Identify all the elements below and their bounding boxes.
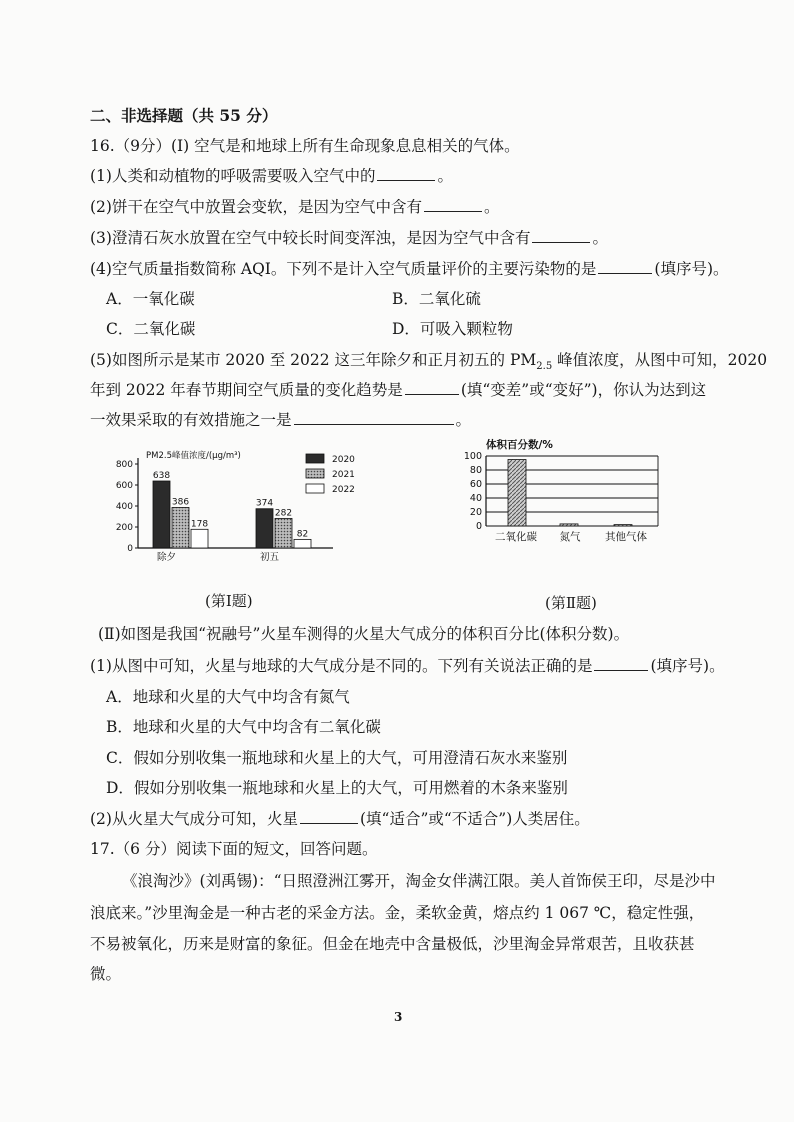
option-4a: A．一氧化碳 — [106, 290, 195, 308]
answer-blank[interactable] — [598, 259, 652, 274]
bar-2021-1 — [275, 518, 292, 548]
bar-2022-1 — [294, 539, 311, 548]
q16-part5-line3: 一效果采取的有效措施之一是 。 — [90, 411, 472, 429]
option-a: A．地球和火星的大气中均含有氮气 — [106, 688, 350, 706]
y-tick-label: 20 — [469, 507, 482, 518]
option-4c: C．二氧化碳 — [106, 320, 196, 338]
bar-2022-0 — [191, 529, 208, 548]
bar-2021-0 — [172, 507, 189, 548]
y-axis-label: PM2.5峰值浓度/(μg/m³) — [146, 451, 241, 461]
y-tick-label: 0 — [127, 544, 133, 554]
q16-part4: (4)空气质量指数简称 AQI。下列不是计入空气质量评价的主要污染物的是 (填序号)。 — [90, 260, 729, 278]
answer-blank[interactable] — [424, 197, 482, 212]
y-tick-label: 200 — [115, 523, 133, 533]
option-4d: D．可吸入颗粒物 — [392, 320, 513, 338]
option-4b: B．二氧化硫 — [392, 290, 481, 308]
bar-1 — [560, 524, 578, 526]
category-label: 除夕 — [157, 552, 177, 563]
q16-part1: (1)人类和动植物的呼吸需要吸入空气中的 。 — [90, 167, 453, 185]
y-tick-label: 600 — [115, 481, 133, 491]
y-tick-label: 80 — [469, 465, 482, 476]
q16-part2: (2)饼干在空气中放置会变软，是因为空气中含有 。 — [90, 198, 500, 216]
legend-swatch-2022 — [306, 484, 324, 493]
answer-blank[interactable] — [294, 410, 454, 425]
q16-partII-intro: (Ⅱ)如图是我国“祝融号”火星车测得的火星大气成分的体积百分比(体积分数)。 — [98, 625, 630, 643]
legend-swatch-2021 — [306, 469, 324, 478]
category-label: 二氧化碳 — [495, 531, 537, 543]
page-number: 3 — [394, 1010, 403, 1024]
bar-value-label: 374 — [255, 498, 274, 509]
y-tick-label: 100 — [463, 451, 482, 462]
category-label: 其他气体 — [605, 531, 647, 543]
answer-blank[interactable] — [377, 166, 435, 181]
q16-partII-q2: (2)从火星大气成分可知，火星 (填“适合”或“不适合”)人类居住。 — [90, 810, 590, 828]
q16-part5-line1: (5)如图所示是某市 2020 至 2022 这三年除夕和正月初五的 $PM_{2.5}$ 峰值浓度，从图中可知，2020 — [90, 351, 768, 373]
bar-0 — [508, 460, 526, 527]
mars-atmosphere-bar-chart — [452, 436, 672, 556]
bar-value-label: 638 — [152, 471, 171, 482]
q17-paragraph-line4: 微。 — [90, 965, 122, 983]
bar-2 — [614, 525, 632, 526]
y-tick-label: 40 — [469, 493, 482, 504]
q16-partII-q1: (1)从图中可知，火星与地球的大气成分是不同的。下列有关说法正确的是 (填序号)。 — [90, 657, 725, 675]
answer-blank[interactable] — [532, 228, 590, 243]
answer-blank[interactable] — [594, 656, 648, 671]
q17-paragraph-line3: 不易被氧化，历来是财富的象征。但金在地壳中含量极低，沙里淘金异常艰苦，且收获甚 — [90, 935, 695, 953]
q16-part5-line2: 年到 2022 年春节期间空气质量的变化趋势是 (填“变差”或“变好”)，你认为达到这 — [90, 381, 707, 399]
chart-title: 体积百分数/% — [486, 439, 553, 451]
category-label: 氮气 — [559, 531, 581, 543]
legend-label: 2020 — [332, 455, 355, 465]
bar-2020-1 — [256, 509, 273, 548]
option-d: D．假如分别收集一瓶地球和火星上的大气，可用燃着的木条来鉴别 — [106, 779, 568, 797]
answer-blank[interactable] — [405, 380, 459, 395]
y-tick-label: 0 — [475, 521, 482, 532]
category-label: 初五 — [260, 552, 280, 563]
legend-label: 2022 — [332, 485, 355, 495]
figure-caption-2: (第Ⅱ题) — [545, 594, 597, 612]
pm25-bar-chart — [112, 446, 372, 576]
legend-swatch-2020 — [306, 454, 324, 463]
bar-value-label: 386 — [171, 497, 190, 508]
q16-header: 16.（9分）(Ⅰ) 空气是和地球上所有生命现象息息相关的气体。 — [90, 137, 520, 155]
bar-value-label: 282 — [274, 508, 293, 519]
q17-header: 17.（6 分）阅读下面的短文，回答问题。 — [90, 840, 378, 858]
figure-caption-1: (第Ⅰ题) — [205, 592, 253, 610]
section-title: 二、非选择题（共 55 分） — [90, 106, 278, 125]
q17-paragraph-line1: 《浪淘沙》(刘禹锡)：“日照澄洲江雾开，淘金女伴满江限。美人首饰侯王印，尽是沙中 — [122, 872, 716, 890]
option-b: B．地球和火星的大气中均含有二氧化碳 — [106, 718, 381, 736]
q17-paragraph-line2: 浪底来。”沙里淘金是一种古老的采金方法。金，柔软金黄，熔点约 1 067 ℃，稳定性强， — [90, 904, 705, 922]
answer-blank[interactable] — [300, 809, 358, 824]
option-c: C．假如分别收集一瓶地球和火星上的大气，可用澄清石灰水来鉴别 — [106, 749, 568, 767]
bar-2020-0 — [153, 481, 170, 548]
y-tick-label: 400 — [115, 502, 133, 512]
legend-label: 2021 — [332, 470, 355, 480]
bar-value-label: 82 — [296, 529, 309, 540]
y-tick-label: 60 — [469, 479, 482, 490]
bar-value-label: 178 — [190, 519, 209, 530]
q16-part3: (3)澄清石灰水放置在空气中较长时间变浑浊，是因为空气中含有 。 — [90, 229, 608, 247]
y-tick-label: 800 — [115, 460, 133, 470]
